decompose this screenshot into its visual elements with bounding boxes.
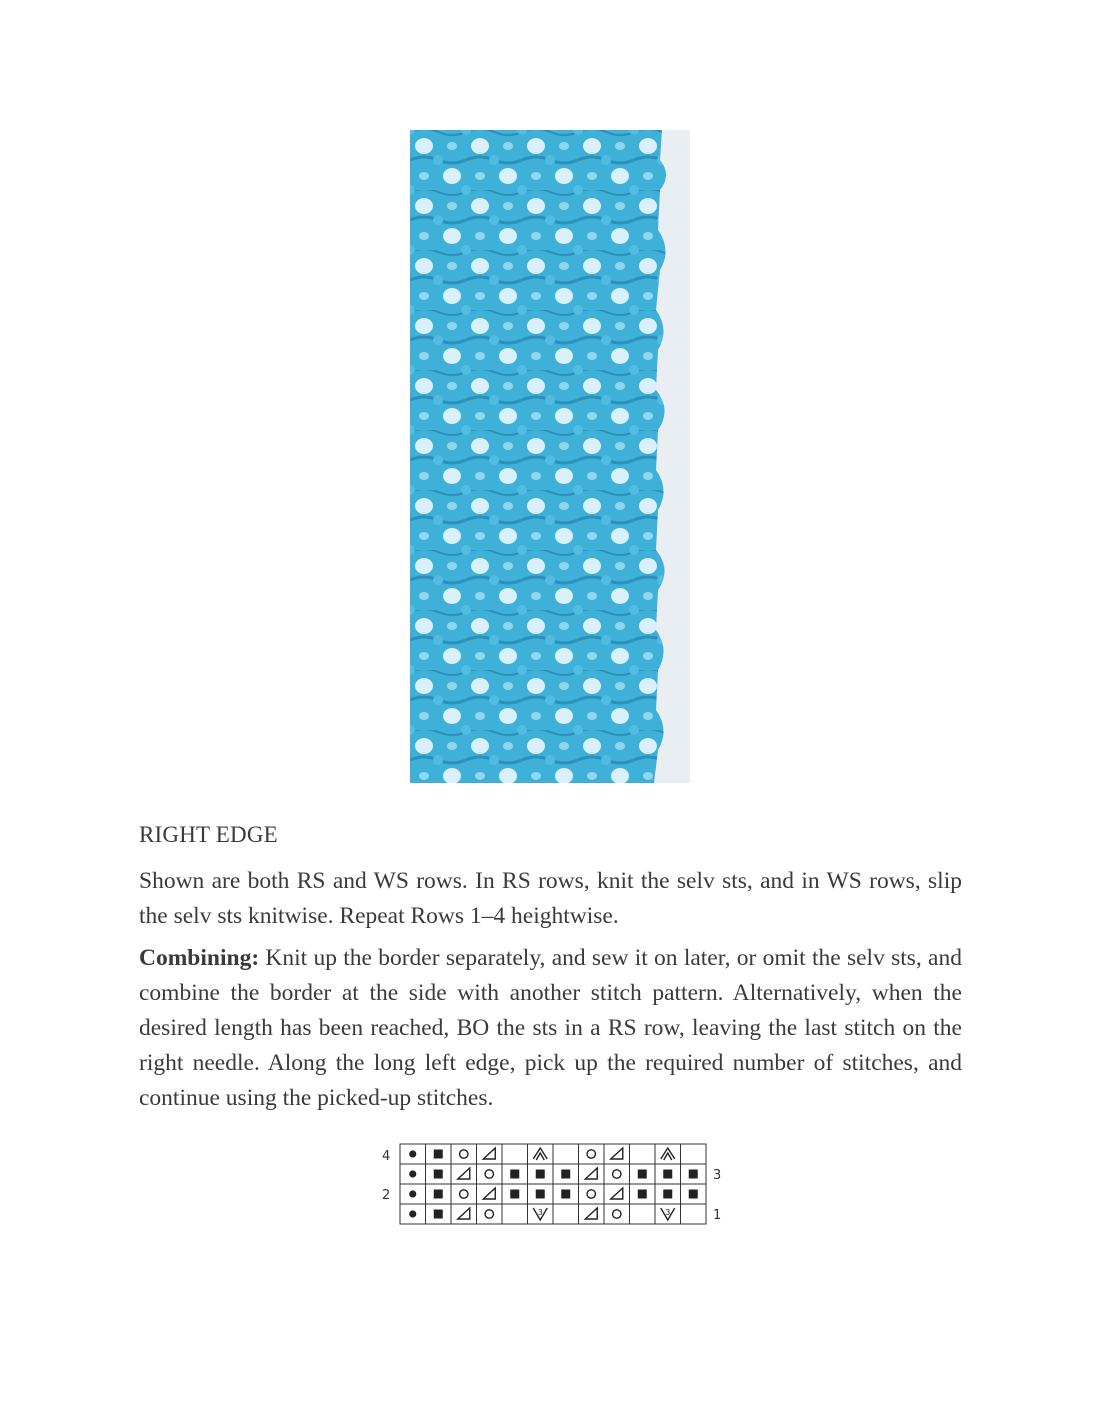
chart-cell-yo: [604, 1164, 630, 1184]
svg-text:3: 3: [537, 1208, 543, 1217]
chart-cell-sq: [426, 1184, 452, 1204]
chart-cell-sq: [502, 1164, 528, 1184]
chart-cell-blank: [681, 1204, 707, 1224]
chart-cell-sq: [630, 1184, 656, 1204]
row-label-3: 3: [713, 1168, 722, 1183]
chart-cell-sq: [426, 1144, 452, 1164]
chart-cell-blank: [630, 1144, 656, 1164]
chart-cell-yo: [477, 1204, 503, 1224]
chart-cell-k2tog: [451, 1164, 477, 1184]
chart-cell-yo: [451, 1144, 477, 1164]
row-label-1: 1: [713, 1208, 722, 1223]
chart-cell-sq: [528, 1164, 554, 1184]
chart-cell-blank: [681, 1144, 707, 1164]
combining-label: Combining:: [139, 945, 260, 971]
chart-cell-k2tog: [579, 1164, 605, 1184]
chart-cell-yo: [451, 1184, 477, 1204]
chart-cell-k2tog: [604, 1184, 630, 1204]
chart-cell-yo: [579, 1184, 605, 1204]
chart-cell-cdd: [528, 1144, 554, 1164]
chart-grid: [400, 1144, 706, 1224]
chart-cell-sq: [553, 1164, 579, 1184]
knitted-swatch-photo: [410, 130, 690, 783]
chart-cell-k2tog: [604, 1144, 630, 1164]
chart-cell-k2tog: [477, 1184, 503, 1204]
chart-cell-p3tog: [528, 1204, 554, 1224]
chart-cell-yo: [604, 1204, 630, 1224]
chart-cell-sq: [655, 1184, 681, 1204]
section-heading: RIGHT EDGE: [139, 822, 278, 847]
chart-cell-sq: [553, 1184, 579, 1204]
chart-cell-dot: [400, 1164, 426, 1184]
chart-cell-blank: [553, 1204, 579, 1224]
chart-cell-cdd: [655, 1144, 681, 1164]
chart-cell-dot: [400, 1204, 426, 1224]
chart-cell-sq: [426, 1204, 452, 1224]
row-label-4: 4: [382, 1149, 391, 1164]
chart-cell-sq: [655, 1164, 681, 1184]
chart-cell-blank: [630, 1204, 656, 1224]
chart-cell-sq: [681, 1164, 707, 1184]
chart-cell-blank: [553, 1144, 579, 1164]
chart-cell-k2tog: [579, 1204, 605, 1224]
chart-cell-k2tog: [451, 1204, 477, 1224]
chart-cell-dot: [400, 1144, 426, 1164]
knitting-chart: [376, 1140, 736, 1230]
combining-paragraph: [139, 941, 962, 1116]
chart-cell-sq: [681, 1184, 707, 1204]
chart-cell-p3tog: [655, 1204, 681, 1224]
chart-cell-blank: [502, 1204, 528, 1224]
chart-cell-dot: [400, 1184, 426, 1204]
chart-cell-sq: [502, 1184, 528, 1204]
row-label-2: 2: [382, 1188, 391, 1203]
chart-cell-sq: [630, 1164, 656, 1184]
svg-text:3: 3: [665, 1208, 671, 1217]
combining-text: Knit up the border separately, and sew it on later, or omit the selv sts, and combine the border at the side with another stitch pattern. Alternatively, when the desired length has been reached, BO the sts in a RS row, leaving the last stitch on the right needle. Along the long left edge, pick up the required number of stitches, and continue using the picked-up stitches.: [139, 945, 962, 1111]
description-paragraph: Shown are both RS and WS rows. In RS rows, knit the selv sts, and in WS rows, slip the selv sts knitwise. Repeat Rows 1–4 heightwise.: [139, 868, 962, 929]
chart-cell-blank: [502, 1144, 528, 1164]
chart-cell-k2tog: [477, 1144, 503, 1164]
chart-cell-yo: [579, 1144, 605, 1164]
chart-cell-yo: [477, 1164, 503, 1184]
chart-cell-sq: [528, 1184, 554, 1204]
chart-cell-sq: [426, 1164, 452, 1184]
